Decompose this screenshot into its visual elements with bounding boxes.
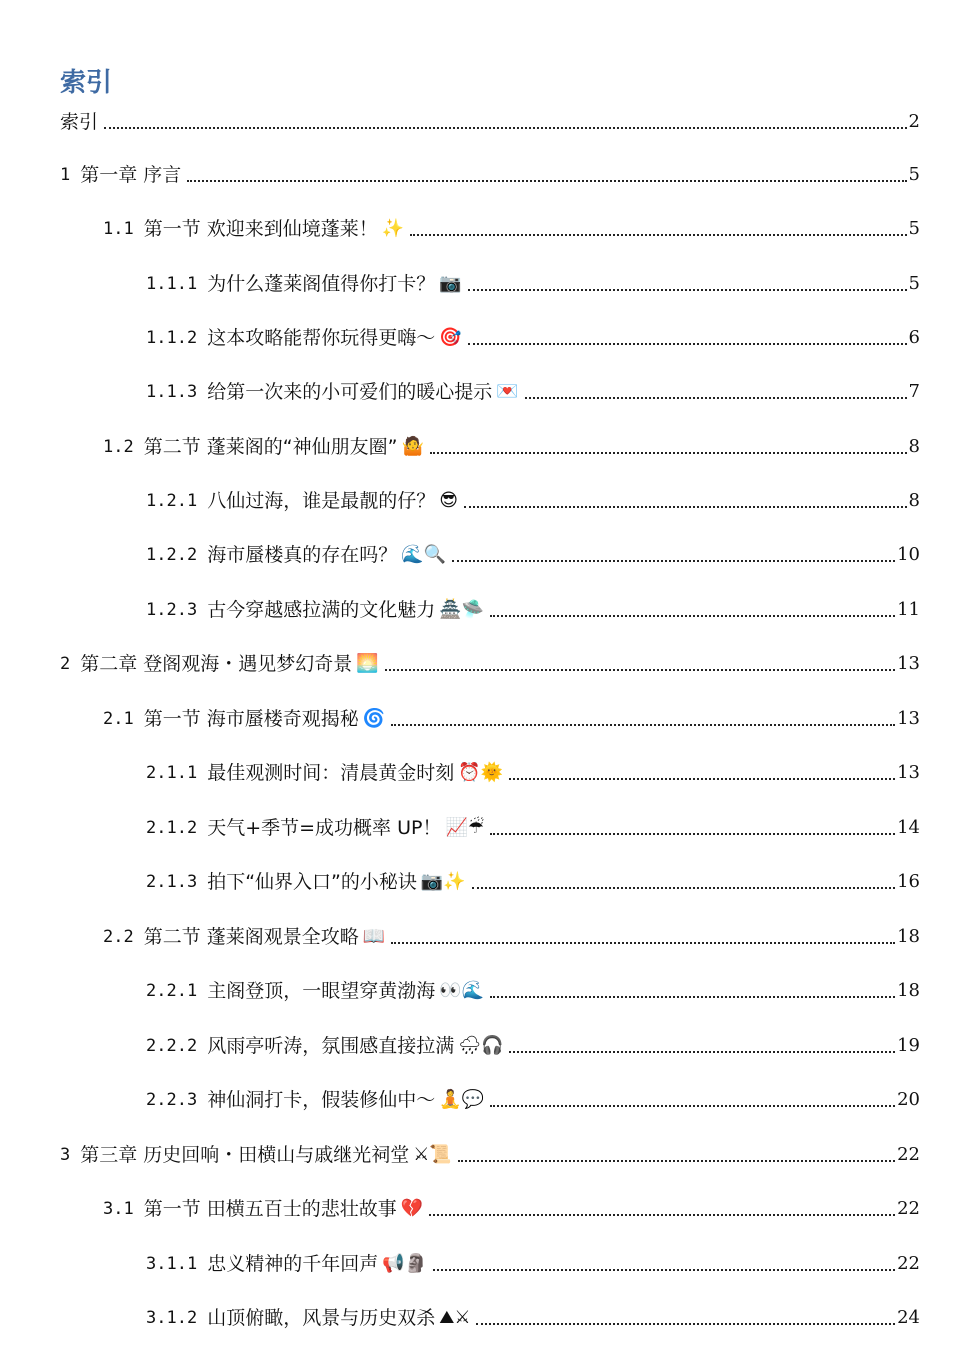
- toc-entry-section-2-2[interactable]: [103, 923, 920, 951]
- toc-page-number: 5: [908, 164, 920, 185]
- dot-leader: [104, 127, 907, 129]
- dot-leader: [391, 942, 895, 944]
- dot-leader: [490, 833, 895, 835]
- toc-page-number: 20: [897, 1089, 920, 1110]
- toc-page-number: 6: [908, 327, 920, 348]
- toc-entry-number: 2.1.2: [146, 818, 198, 838]
- toc-entry-number: 3.1: [103, 1199, 134, 1219]
- dot-leader: [490, 1105, 895, 1107]
- dot-leader: [433, 1269, 895, 1271]
- toc-entry-title: 山顶俯瞰，风景与历史双杀: [207, 1307, 436, 1329]
- dot-leader: [391, 724, 895, 726]
- toc-entry-subsection-3-1-1[interactable]: [146, 1250, 920, 1278]
- toc-entry-chapter-3[interactable]: [60, 1141, 920, 1169]
- toc-entry-title: 最佳观测时间：清晨黄金时刻: [207, 762, 455, 784]
- castle-ufo-icon: 🏯🛸: [439, 599, 485, 620]
- toc-entry-number: 3: [60, 1145, 71, 1165]
- toc-entry-title: 拍下“仙界入口”的小秘诀: [207, 871, 417, 893]
- toc-page-number: 10: [897, 544, 920, 565]
- shrug-icon: 🤷: [401, 436, 424, 457]
- megaphone-moai-icon: 📢🗿: [382, 1253, 428, 1274]
- toc-entry-title: 索引: [60, 111, 99, 133]
- toc-entry-title: 第一节 田横五百士的悲壮故事: [143, 1198, 397, 1220]
- dot-leader: [429, 1214, 895, 1216]
- toc-entry-title: 第二节 蓬莱阁的“神仙朋友圈”: [143, 436, 398, 458]
- toc-entry-subsection-2-2-2[interactable]: [146, 1032, 920, 1060]
- dot-leader: [430, 452, 907, 454]
- toc-entry-subsection-1-2-3[interactable]: [146, 596, 920, 624]
- toc-page-number: 13: [897, 653, 920, 674]
- toc-entry-title: 第一节 海市蜃楼奇观揭秘: [143, 708, 359, 730]
- toc-entry-number: 1.2: [103, 437, 134, 457]
- sunrise-icon: 🌅: [356, 653, 379, 674]
- toc-entry-number: 2.1: [103, 709, 134, 729]
- toc-entry-number: 2.2.2: [146, 1036, 198, 1056]
- toc-entry-subsection-2-2-1[interactable]: [146, 977, 920, 1005]
- meditation-speech-icon: 🧘💬: [439, 1089, 485, 1110]
- target-icon: 🎯: [439, 327, 462, 348]
- sparkles-icon: ✨: [381, 218, 405, 239]
- toc-entry-subsection-3-1-2[interactable]: [146, 1304, 920, 1332]
- toc-page-number: 5: [908, 218, 920, 239]
- camera-icon: 📷: [439, 273, 462, 294]
- toc-entry-number: 1.2.2: [146, 545, 198, 565]
- toc-page-number: 14: [897, 817, 920, 838]
- alarm-clock-sun-icon: ⏰🌞: [458, 762, 504, 783]
- dot-leader: [468, 343, 907, 345]
- toc-entry-number: 1.1.3: [146, 382, 198, 402]
- toc-entry-title: 古今穿越感拉满的文化魅力: [207, 599, 436, 621]
- toc-entry-number: 2.2: [103, 927, 134, 947]
- index-heading: 索引: [60, 68, 113, 98]
- toc-entry-title: 第一章 序言: [80, 164, 182, 186]
- toc-entry-title: 第一节 欢迎来到仙境蓬莱！: [143, 218, 378, 240]
- dot-leader: [458, 1160, 895, 1162]
- toc-entry-number: 2.1.1: [146, 763, 198, 783]
- toc-entry-subsection-1-2-2[interactable]: [146, 541, 920, 569]
- toc-page-number: 13: [897, 708, 920, 729]
- toc-page-number: 13: [897, 762, 920, 783]
- toc-entry-number: 3.1.1: [146, 1254, 198, 1274]
- toc-entry-number: 1.1: [103, 219, 134, 239]
- toc-entry-title: 天气+季节=成功概率 UP！: [207, 817, 442, 839]
- toc-page-number: 19: [897, 1035, 920, 1056]
- mountain-swords-icon: ⛰⚔: [439, 1307, 471, 1328]
- toc-entry-index[interactable]: [60, 108, 920, 136]
- chart-umbrella-icon: 📈☔: [445, 817, 484, 838]
- toc-entry-title: 神仙洞打卡，假装修仙中～: [207, 1089, 436, 1111]
- wave-magnifier-icon: 🌊🔍: [401, 544, 447, 565]
- toc-entry-title: 为什么蓬莱阁值得你打卡？: [207, 273, 436, 295]
- toc-entry-number: 1.2.1: [146, 491, 198, 511]
- toc-entry-chapter-1[interactable]: [60, 161, 920, 189]
- dot-leader: [525, 397, 907, 399]
- dot-leader: [490, 996, 895, 998]
- toc-entry-title: 海市蜃楼真的存在吗？: [207, 544, 398, 566]
- rain-cloud-headphones-icon: 🌧🎧: [458, 1035, 504, 1056]
- toc-entry-subsection-1-1-2[interactable]: [146, 324, 920, 352]
- toc-page-number: 18: [897, 980, 920, 1001]
- dot-leader: [410, 234, 906, 236]
- dot-leader: [490, 615, 895, 617]
- toc-page-number: 18: [897, 926, 920, 947]
- toc-entry-subsection-2-1-3[interactable]: [146, 868, 920, 896]
- toc-page-number: 24: [897, 1307, 920, 1328]
- toc-entry-section-3-1[interactable]: [103, 1195, 920, 1223]
- toc-entry-title: 第二章 登阁观海・遇见梦幻奇景: [80, 653, 353, 675]
- dot-leader: [187, 180, 906, 182]
- toc-entry-section-2-1[interactable]: [103, 705, 920, 733]
- toc-entry-number: 1.1.2: [146, 328, 198, 348]
- toc-entry-title: 主阁登顶，一眼望穿黄渤海: [207, 980, 436, 1002]
- toc-entry-section-1-1[interactable]: [103, 215, 920, 243]
- toc-entry-subsection-1-1-1[interactable]: [146, 270, 920, 298]
- toc-entry-title: 给第一次来的小可爱们的暖心提示: [207, 381, 493, 403]
- toc-entry-number: 1.2.3: [146, 600, 198, 620]
- toc-page-number: 22: [897, 1144, 920, 1165]
- dot-leader: [476, 1323, 895, 1325]
- toc-entry-title: 忠义精神的千年回声: [207, 1253, 379, 1275]
- toc-entry-subsection-2-1-1[interactable]: [146, 759, 920, 787]
- toc-entry-subsection-2-2-3[interactable]: [146, 1086, 920, 1114]
- dot-leader: [509, 1051, 895, 1053]
- toc-entry-subsection-1-2-1[interactable]: [146, 487, 920, 515]
- toc-page-number: 22: [897, 1198, 920, 1219]
- dot-leader: [385, 669, 895, 671]
- dot-leader: [452, 560, 895, 562]
- toc-entry-title: 八仙过海，谁是最靓的仔？: [207, 490, 436, 512]
- dot-leader: [472, 887, 895, 889]
- open-book-icon: 📖: [362, 926, 386, 947]
- love-letter-icon: 💌: [496, 381, 519, 402]
- camera-sparkles-icon: 📷✨: [420, 871, 466, 892]
- toc-page-number: 2: [908, 111, 920, 132]
- toc-entry-subsection-2-1-2[interactable]: [146, 814, 920, 842]
- toc-page-number: 16: [897, 871, 920, 892]
- cyclone-icon: 🌀: [362, 708, 386, 729]
- toc-entry-section-1-2[interactable]: [103, 433, 920, 461]
- toc-entry-number: 2.1.3: [146, 872, 198, 892]
- broken-heart-icon: 💔: [400, 1198, 424, 1219]
- toc-page-number: 8: [908, 436, 920, 457]
- toc-page-number: 5: [908, 273, 920, 294]
- toc-entry-number: 2.2.3: [146, 1090, 198, 1110]
- sunglasses-face-icon: 😎: [439, 490, 458, 511]
- toc-page-number: 22: [897, 1253, 920, 1274]
- toc-entry-title: 第二节 蓬莱阁观景全攻略: [143, 926, 359, 948]
- toc-entry-chapter-2[interactable]: [60, 650, 920, 678]
- toc-entry-number: 2: [60, 654, 71, 674]
- toc-entry-number: 1: [60, 165, 71, 185]
- dot-leader: [464, 506, 907, 508]
- toc-entry-subsection-1-1-3[interactable]: [146, 378, 920, 406]
- toc-entry-title: 第三章 历史回响・田横山与戚继光祠堂: [80, 1144, 410, 1166]
- dot-leader: [509, 778, 895, 780]
- toc-page-number: 8: [908, 490, 920, 511]
- toc-entry-number: 3.1.2: [146, 1308, 198, 1328]
- swords-scroll-icon: ⚔📜: [413, 1144, 452, 1165]
- toc-entry-title: 风雨亭听涛，氛围感直接拉满: [207, 1035, 455, 1057]
- toc-entry-number: 2.2.1: [146, 981, 198, 1001]
- toc-page-number: 7: [908, 381, 920, 402]
- toc-entry-title: 这本攻略能帮你玩得更嗨～: [207, 327, 436, 349]
- toc-entry-number: 1.1.1: [146, 274, 198, 294]
- eyes-wave-icon: 👀🌊: [439, 980, 485, 1001]
- dot-leader: [468, 289, 907, 291]
- toc-page-number: 11: [897, 599, 920, 620]
